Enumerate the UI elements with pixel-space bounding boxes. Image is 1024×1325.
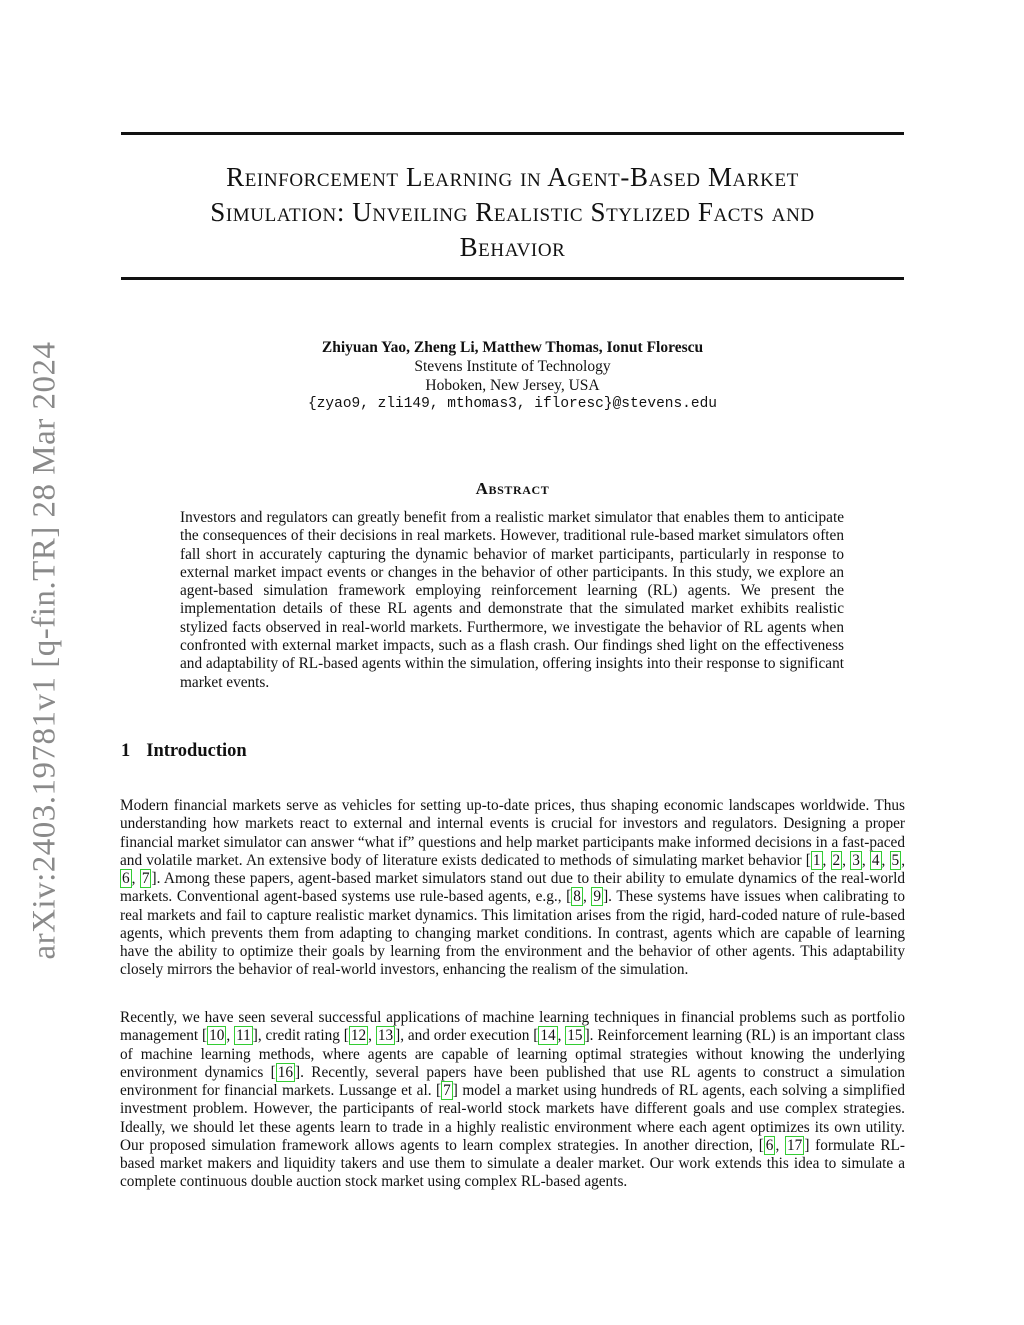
paper-title-line-2: Simulation: Unveiling Realistic Stylized Facts and — [210, 197, 815, 227]
paragraph-text: ]. These systems have issues when calibrating to real markets and fail to capture realistic market dynamics. This limitation arises from the rigid, hard-coded nature of rule-based agents, which prevents them from adapting to changing market conditions. In contrast, agents which are capable of learning have the ability to optimize their goals by learning from the environment and the behavior of other agents. This adaptability closely mirrors the behavior of real-world investors, enhancing the realism of the simulation. — [120, 888, 905, 979]
citation-link[interactable]: 10 — [209, 1027, 225, 1045]
citation-link[interactable]: 9 — [593, 888, 602, 906]
arxiv-identifier-stamp — [28, 340, 62, 960]
citation-link[interactable]: 8 — [573, 888, 581, 906]
abstract-heading: Abstract — [475, 479, 550, 498]
citation-group: 8 , 9 — [573, 888, 602, 906]
citation-link[interactable]: 1 — [812, 851, 821, 869]
paragraph-text: ], and order execution [ — [395, 1027, 539, 1045]
paragraph-text: ]. Among these papers, agent-based market simulators stand out due to their ability to emulate dynamics of the real-world markets. Conventional agent-based systems use rule-based agents, e.g., [ — [120, 870, 905, 906]
title-rule-bottom — [121, 277, 904, 280]
citation-link[interactable]: 13 — [377, 1027, 394, 1045]
paragraph-text: Modern financial markets serve as vehicles for setting up-to-date prices, thus shaping economic landscapes worldwide. Thus understanding how markets react to external and internal events is crucial for investors and regulators. Designing a proper financial market simulator can answer “what if” questions and help market participants make informed decisions in a fast-paced and volatile market. An extensive body of literature exists dedicated to methods of simulating market behavior [ — [120, 797, 905, 869]
citation-link[interactable]: 6 — [122, 870, 130, 887]
paragraph-text: ], credit rating [ — [252, 1027, 349, 1045]
arxiv-identifier-text: arXiv:2403.19781v1 [q-fin.TR] 28 Mar 2024 — [26, 340, 63, 960]
citation-link[interactable]: 3 — [852, 851, 860, 869]
author-names: Zhiyuan Yao, Zheng Li, Matthew Thomas, Ionut Florescu — [321, 339, 704, 356]
author-email: {zyao9, zli149, mthomas3, ifloresc}@stevens.edu — [308, 396, 717, 412]
section-title: Introduction — [146, 741, 247, 761]
citation-group — [276, 1063, 295, 1082]
citation-group: 12 , 13 — [350, 1027, 394, 1045]
citation-group — [441, 1081, 453, 1100]
author-affiliation: Stevens Institute of Technology — [414, 358, 611, 375]
citation-link[interactable]: 7 — [141, 870, 150, 887]
citation-group: 10 , 11 — [209, 1027, 251, 1045]
paragraph-text: ]. Reinforcement learning (RL) is an important class of machine learning methods, where agents are capable of learning optimal strategies without knowing the underlying environment dynamics [ — [120, 1027, 905, 1081]
paragraph-text: ] formulate RL-based market makers and liquidity takers and use them to simulate a dealer market. Our work extends this idea to simulate a complete continuous double auction stock market using complex RL-based agents. — [120, 1136, 905, 1191]
citation-link[interactable]: 14 — [540, 1027, 556, 1045]
citation-link[interactable]: 15 — [567, 1027, 583, 1045]
author-block — [121, 338, 904, 414]
citation-link[interactable]: 16 — [277, 1063, 293, 1081]
paper-title — [121, 160, 904, 265]
citation-link[interactable]: 5 — [891, 851, 900, 869]
intro-paragraph-2 — [120, 1009, 905, 1192]
paper-title-line-3: Behavior — [459, 232, 566, 262]
citation-link[interactable]: 4 — [871, 851, 880, 869]
citation-link[interactable]: 12 — [350, 1027, 367, 1045]
paragraph-text: Recently, we have seen several successful applications of machine learning techniques in financial problems such as portfolio management [ — [120, 1009, 905, 1045]
citation-link[interactable]: 17 — [787, 1136, 803, 1154]
paper-title-line-1: Reinforcement Learning in Agent-Based Market — [226, 162, 799, 192]
citation-group: 1 , 2 , 3 , 4 , 5 , 6 , 7 — [122, 851, 906, 887]
citation-group: 14 , 15 — [540, 1027, 583, 1045]
citation-group: 6 , 17 — [765, 1136, 803, 1154]
paragraph-text: ] model a market using hundreds of RL agents, each solving a simplified investment problem. However, the participants of real-world stock markets have different goals and use complex strategies. Ideally, we should let these agents learn to trade in a highly realistic environment where each agent optimizes its own utility. Our proposed simulation framework allows agents to learn complex strategies. In another direction, [ — [120, 1082, 905, 1154]
section-number: 1 — [121, 741, 131, 761]
section-heading — [121, 741, 247, 762]
citation-link[interactable]: 2 — [832, 851, 841, 869]
title-rule-top — [121, 132, 904, 135]
intro-paragraph-1 — [120, 797, 905, 980]
paragraph-text: ]. Recently, several papers have been published that use RL agents to construct a simulation environment for financial markets. Lussange et al. [ — [120, 1063, 905, 1099]
citation-link[interactable]: 6 — [765, 1136, 774, 1154]
author-location: Hoboken, New Jersey, USA — [425, 377, 600, 394]
citation-link[interactable]: 7 — [443, 1082, 451, 1099]
citation-link[interactable]: 11 — [236, 1027, 251, 1045]
abstract-text: Investors and regulators can greatly benefit from a realistic market simulator that enables them to anticipate the consequences of their decisions in real markets. However, traditional rule-based market simulators often fall short in accurately capturing the dynamic behavior of market participants, particularly in response to external market impact events or changes in the behavior of other participants. In this study, we explore an agent-based simulation framework employing reinforcement learning (RL) agents. We present the implementation details of these RL agents and demonstrate that the simulated market exhibits realistic stylized facts observed in real-world markets. Furthermore, we investigate the behavior of RL agents when confronted with external market impacts, such as a flash crash. Our findings shed light on the effectiveness and adaptability of RL-based agents within the simulation, offering insights into their response to significant market events. — [180, 509, 844, 691]
